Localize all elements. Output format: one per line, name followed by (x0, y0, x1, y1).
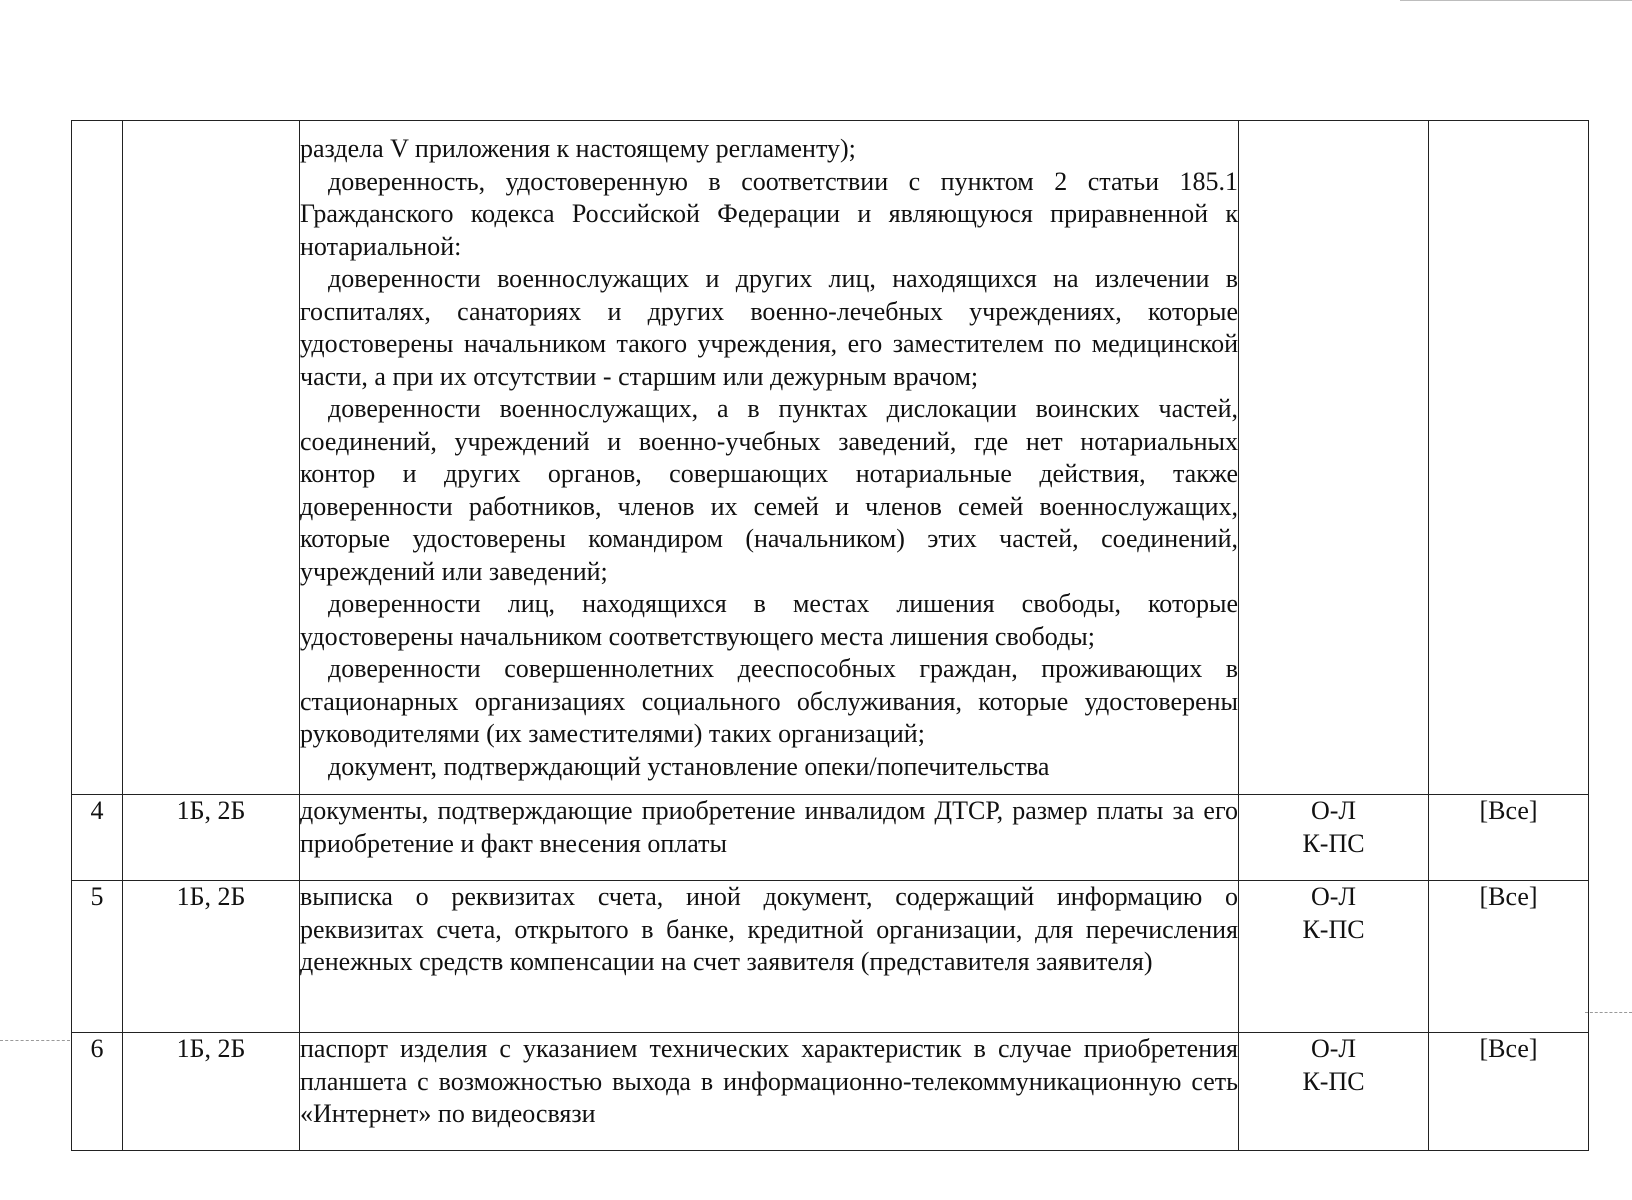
cell-form (1239, 795, 1429, 881)
table-row (72, 795, 1589, 881)
form-line: К-ПС (1302, 828, 1365, 858)
cell-scope: [Все] (1429, 795, 1589, 881)
cell-scope: [Все] (1429, 881, 1589, 1033)
cell-document-text: документы, подтверждающие приобретение инвалидом ДТСР, размер платы за его приобретение и факт внесения оплаты (300, 795, 1239, 881)
scan-edge-line-left (0, 1040, 70, 1041)
cell-number: 4 (72, 795, 123, 881)
form-line: О-Л (1310, 796, 1357, 825)
cell-form (1239, 881, 1429, 1033)
table-row-continuation (72, 121, 1589, 795)
form-line: К-ПС (1302, 1066, 1365, 1096)
cell-form (1239, 121, 1429, 795)
cell-form (1239, 1033, 1429, 1151)
paragraph: доверенности лиц, находящихся в местах лишения свободы, которые удостоверены начальником соответствующего места лишения свободы; (300, 589, 1238, 651)
paragraph: доверенность, удостоверенную в соответствии с пунктом 2 статьи 185.1 Гражданского кодекса Российской Федерации и являющуюся приравненной к нотариальной: (300, 166, 1238, 261)
documents-table (71, 120, 1589, 1151)
cell-category: 1Б, 2Б (123, 1033, 300, 1151)
table-row (72, 881, 1589, 1033)
cell-document-text: паспорт изделия с указанием технических характеристик в случае приобретения планшета с возможностью выхода в информационно-телекоммуникационную сеть «Интернет» по видеосвязи (300, 1033, 1239, 1151)
cell-category: 1Б, 2Б (123, 881, 300, 1033)
form-line: О-Л (1310, 882, 1357, 911)
cell-document-text (300, 121, 1239, 795)
cell-number (72, 121, 123, 795)
cell-scope (1429, 121, 1589, 795)
form-line: К-ПС (1302, 914, 1365, 944)
paragraph: доверенности военнослужащих и других лиц, находящихся на излечении в госпиталях, санаториях и других военно-лечебных учреждениях, которые удостоверены начальником такого учреждения, его заместителем по медицинской части, а при их отсутствии - старшим или дежурным врачом; (300, 264, 1238, 391)
paragraph: раздела V приложения к настоящему регламенту); (300, 134, 856, 163)
form-line: О-Л (1310, 1034, 1357, 1063)
scan-edge-line-right (1585, 1012, 1632, 1013)
cell-number: 5 (72, 881, 123, 1033)
cell-scope: [Все] (1429, 1033, 1589, 1151)
paragraph: доверенности военнослужащих, а в пунктах дислокации воинских частей, соединений, учреждений и военно-учебных заведений, где нет нотариальных контор и других органов, совершающих нотариальные действия, также доверенности работников, членов их семей и членов семей военнослужащих, которые удостоверены командиром (начальником) этих частей, соединений, учреждений или заведений; (300, 394, 1238, 586)
cell-category: 1Б, 2Б (123, 795, 300, 881)
paragraph: документ, подтверждающий установление опеки/попечительства (328, 751, 1050, 781)
cell-category (123, 121, 300, 795)
scan-edge-line-top (1400, 0, 1632, 1)
table-row (72, 1033, 1589, 1151)
cell-number: 6 (72, 1033, 123, 1151)
paragraph: доверенности совершеннолетних дееспособных граждан, проживающих в стационарных организациях социального обслуживания, которые удостоверены руководителями (их заместителями) таких организаций; (300, 654, 1238, 748)
cell-document-text: выписка о реквизитах счета, иной документ, содержащий информацию о реквизитах счета, открытого в банке, кредитной организации, для перечисления денежных средств компенсации на счет заявителя (представителя заявителя) (300, 881, 1239, 1033)
